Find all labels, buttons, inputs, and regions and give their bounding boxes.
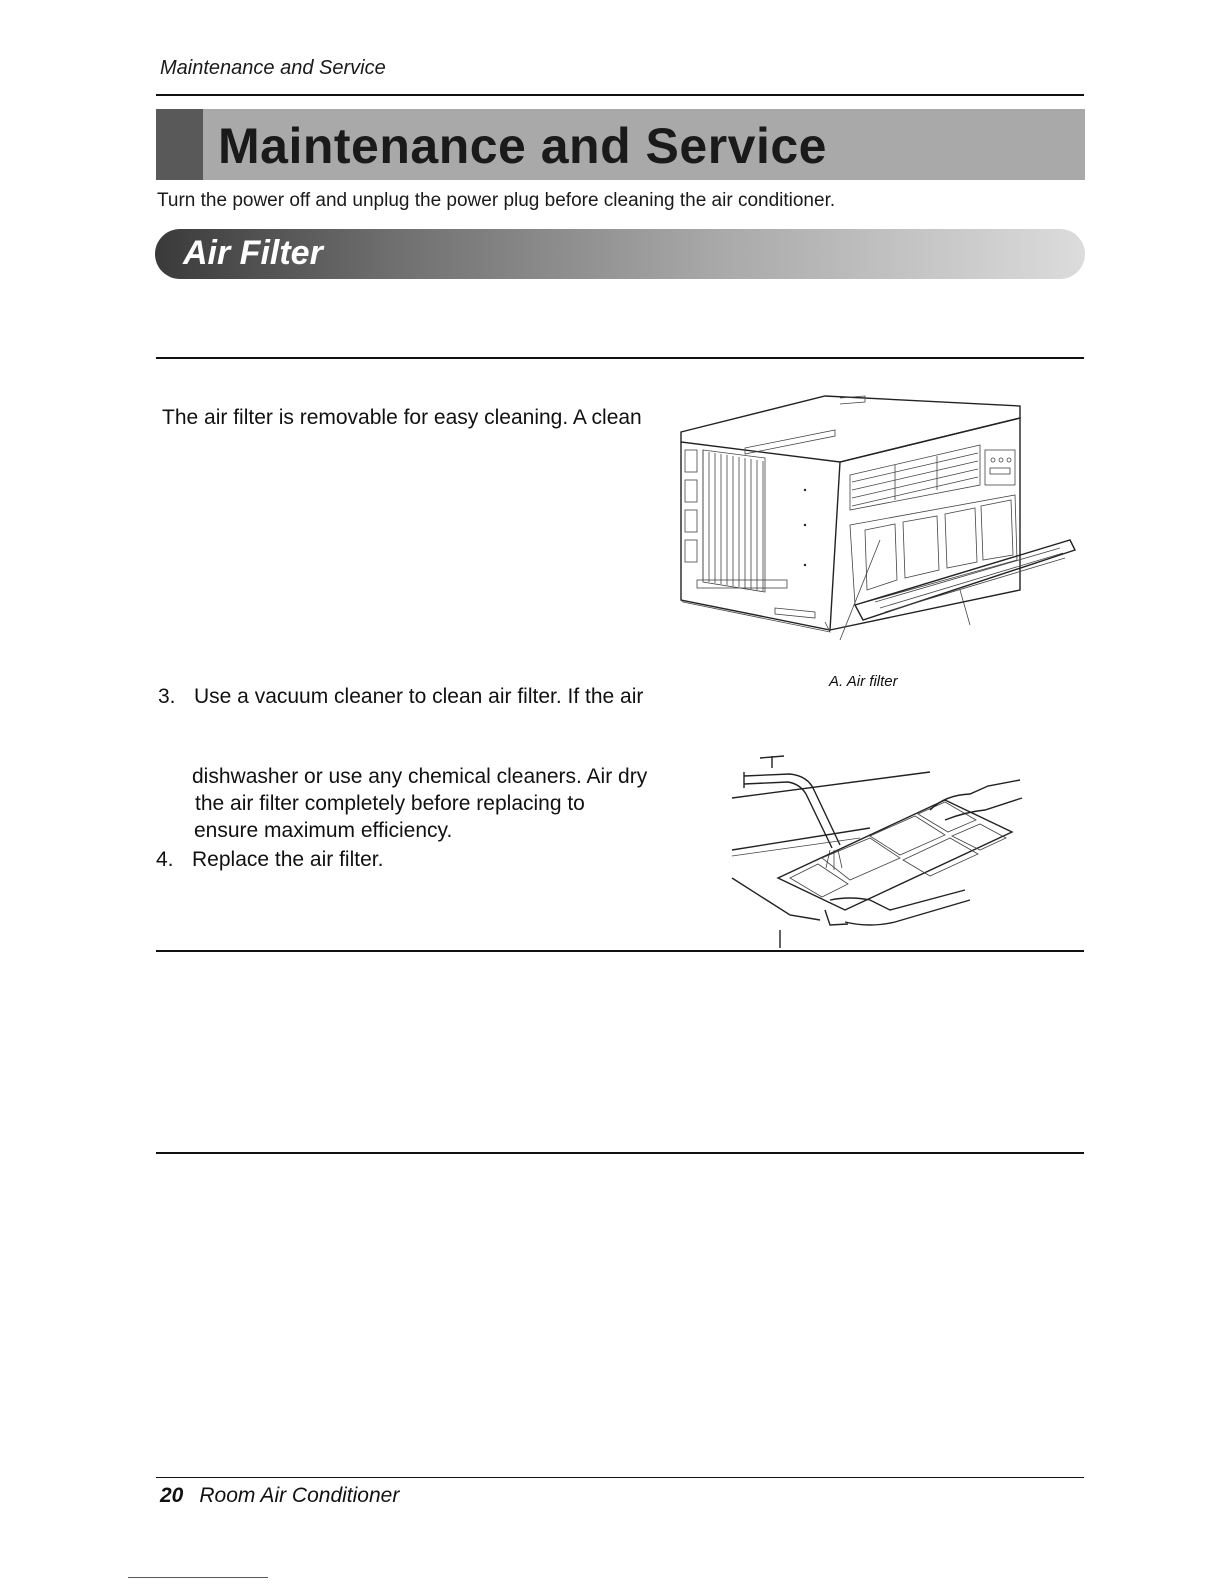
body-line-1: The air filter is removable for easy cleaning. A clean	[162, 406, 642, 429]
title-block-accent	[156, 109, 203, 180]
page-title: Maintenance and Service	[218, 118, 827, 174]
filter-washing-illustration	[730, 750, 1025, 950]
figure-caption-air-filter: A. Air filter	[829, 673, 898, 690]
section-title: Air Filter	[183, 234, 323, 272]
divider-rule	[156, 357, 1084, 359]
page-number: 20	[160, 1484, 184, 1507]
section-header-air-filter	[155, 229, 1085, 279]
page-footer	[160, 1484, 399, 1508]
running-header: Maintenance and Service	[160, 57, 386, 79]
step-3-text: Use a vacuum cleaner to clean air filter. If the air	[194, 685, 644, 708]
divider-rule	[156, 1152, 1084, 1154]
step-3-number: 3.	[158, 685, 176, 708]
footer-title: Room Air Conditioner	[199, 1484, 400, 1507]
step-3-continuation-3: ensure maximum efficiency.	[194, 819, 453, 842]
bottom-link-underline	[128, 1577, 268, 1578]
step-3-continuation-1: dishwasher or use any chemical cleaners. Air dry	[192, 765, 648, 788]
step-4-text: Replace the air filter.	[192, 848, 384, 871]
step-4-number: 4.	[156, 848, 174, 871]
header-rule	[156, 94, 1084, 96]
step-3-continuation-2: the air filter completely before replacing to	[195, 792, 585, 815]
divider-rule	[156, 950, 1084, 952]
footer-rule	[156, 1477, 1084, 1478]
power-warning: Turn the power off and unplug the power plug before cleaning the air conditioner.	[157, 190, 836, 211]
air-conditioner-illustration	[675, 390, 1080, 645]
title-bar	[156, 109, 1085, 180]
